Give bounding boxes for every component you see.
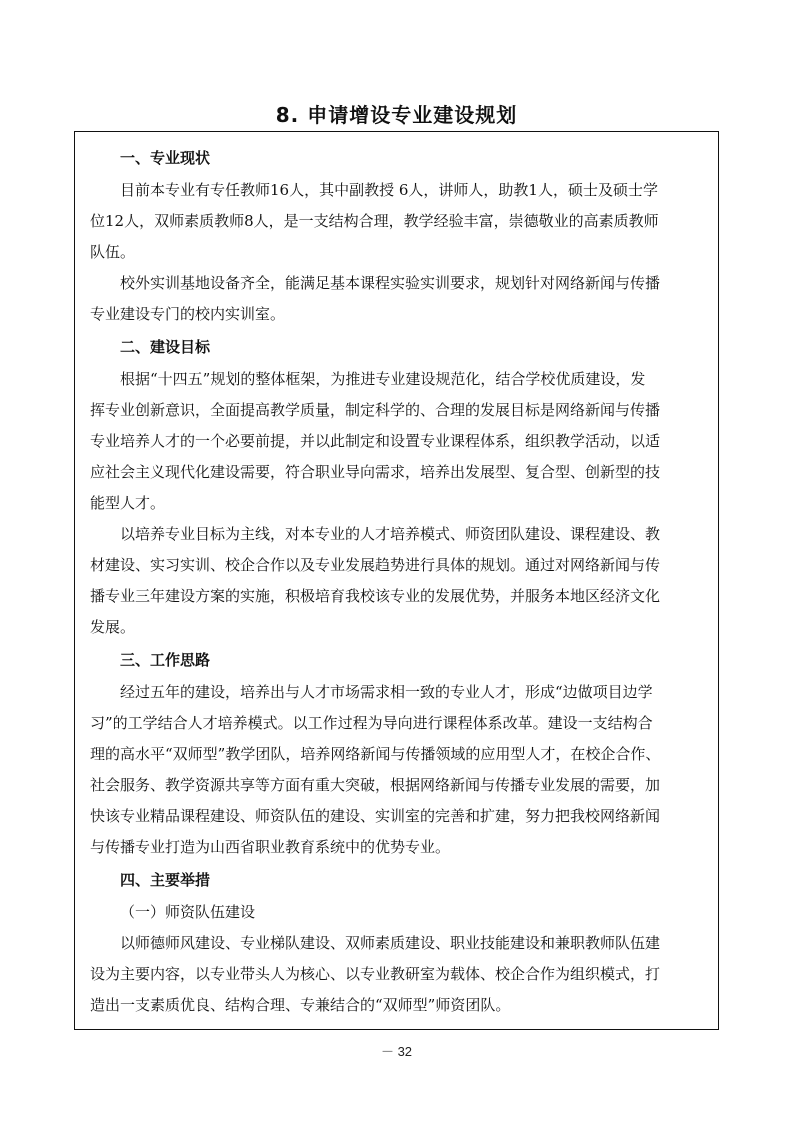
paragraph [90,519,700,643]
text-line: 设为主要内容，以专业带头人为核心、以专业教研室为载体、校企合作为组织模式，打 [90,965,661,983]
page-number: － 32 [380,1044,413,1059]
text-line: 队伍。 [90,243,136,261]
text-line: 挥专业创新意识，全面提高教学质量，制定科学的、合理的发展目标是网络新闻与传播 [90,401,661,419]
paragraph [90,268,700,330]
text-line: 应社会主义现代化建设需要，符合职业导向需求，培养出发展型、复合型、创新型的技 [90,463,661,481]
text-line: 专业建设专门的校内实训室。 [90,305,286,323]
section-heading-goals: 二、建设目标 [120,338,211,356]
text-line: 专业培养人才的一个必要前提，并以此制定和设置专业课程体系，组织教学活动，以适 [90,432,661,450]
text-line: 播专业三年建设方案的实施，积极培育我校该专业的发展优势，并服务本地区经济文化 [90,587,661,605]
text-line: 能型人才。 [90,494,166,512]
text-line: 以培养专业目标为主线，对本专业的人才培养模式、师资团队建设、课程建设、教 [120,525,661,543]
subsection-heading-faculty: （一）师资队伍建设 [120,903,256,921]
document-body [90,141,700,1021]
text-line: 社会服务、教学资源共享等方面有重大突破，根据网络新闻与传播专业发展的需要，加 [90,776,661,794]
text-line: 习”的工学结合人才培养模式。以工作过程为导向进行课程体系改革。建设一支结构合 [90,714,653,732]
section-heading-current-status: 一、专业现状 [120,149,211,167]
text-line: 目前本专业有专任教师16人，其中副教授 6人，讲师人，助教1人，硕士及硕士学 [120,181,658,199]
text-line: 校外实训基地设备齐全，能满足基本课程实验实训要求，规划针对网络新闻与传播 [120,274,661,292]
paragraph [90,364,700,519]
paragraph [90,175,700,268]
text-line: 位12人，双师素质教师8人，是一支结构合理，教学经验丰富，崇德敬业的高素质教师 [90,212,659,230]
text-line: 发展。 [90,618,136,636]
paragraph [90,677,700,863]
text-line: 经过五年的建设，培养出与人才市场需求相一致的专业人才，形成“边做项目边学 [120,683,653,701]
text-line: 材建设、实习实训、校企合作以及专业发展趋势进行具体的规划。通过对网络新闻与传 [90,556,661,574]
text-line: 理的高水平“双师型”教学团队，培养网络新闻与传播领域的应用型人才，在校企合作、 [90,745,661,763]
paragraph [90,928,700,1021]
text-line: 与传播专业打造为山西省职业教育系统中的优势专业。 [90,838,451,856]
text-line: 造出一支素质优良、结构合理、专兼结合的“双师型”师资团队。 [90,996,511,1014]
text-line: 以师德师风建设、专业梯队建设、双师素质建设、职业技能建设和兼职教师队伍建 [120,934,661,952]
page-title: 8. 申请增设专业建设规划 [275,103,518,127]
text-line: 快该专业精品课程建设、师资队伍的建设、实训室的完善和扩建，努力把我校网络新闻 [90,807,661,825]
section-heading-measures: 四、主要举措 [120,871,211,889]
text-line: 根据“十四五”规划的整体框架，为推进专业建设规范化，结合学校优质建设，发 [120,370,646,388]
section-heading-approach: 三、工作思路 [120,651,211,669]
